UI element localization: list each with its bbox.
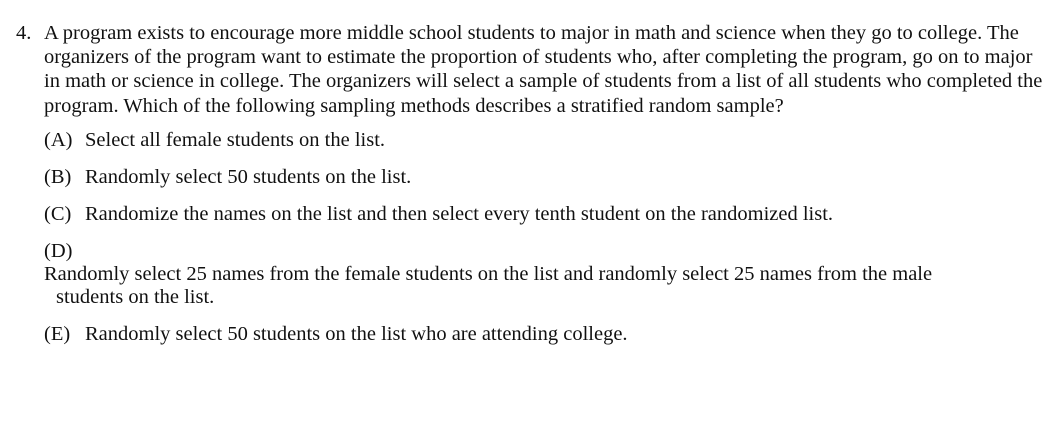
option-text: Randomly select 50 students on the list who are attending college. — [85, 322, 628, 345]
option-text: Randomize the names on the list and then select every tenth student on the randomized list. — [85, 202, 834, 225]
option-text-line-1: Randomly select 25 names from the female students on the list and randomly select 25 names from the male — [44, 262, 933, 285]
option-letter: (D) — [44, 239, 73, 262]
option-e[interactable] — [16, 323, 1044, 346]
option-letter: (B) — [44, 165, 72, 188]
option-letter: (E) — [44, 322, 71, 345]
option-d[interactable] — [16, 240, 1044, 309]
option-text — [44, 263, 1004, 309]
option-letter: (A) — [44, 128, 73, 151]
option-letter: (C) — [44, 202, 72, 225]
option-a[interactable] — [16, 129, 1044, 152]
question-text: A program exists to encourage more middle school students to major in math and science when they go to college. The organizers of the program want to estimate the proportion of students who, after completing the program, go on to major in math or science in college. The organizers will select a sample of students from a list of all students who completed the program. Which of the following sampling methods describes a stratified random sample? — [44, 22, 1043, 117]
question-stem — [16, 21, 1044, 118]
question-number: 4. — [16, 22, 32, 44]
option-text: Select all female students on the list. — [85, 128, 386, 151]
question-block — [16, 21, 1044, 360]
option-text: Randomly select 50 students on the list. — [85, 165, 412, 188]
option-b[interactable] — [16, 166, 1044, 189]
option-c[interactable] — [16, 203, 1044, 226]
answer-options — [16, 129, 1044, 346]
option-text-line-2: students on the list. — [56, 285, 215, 308]
